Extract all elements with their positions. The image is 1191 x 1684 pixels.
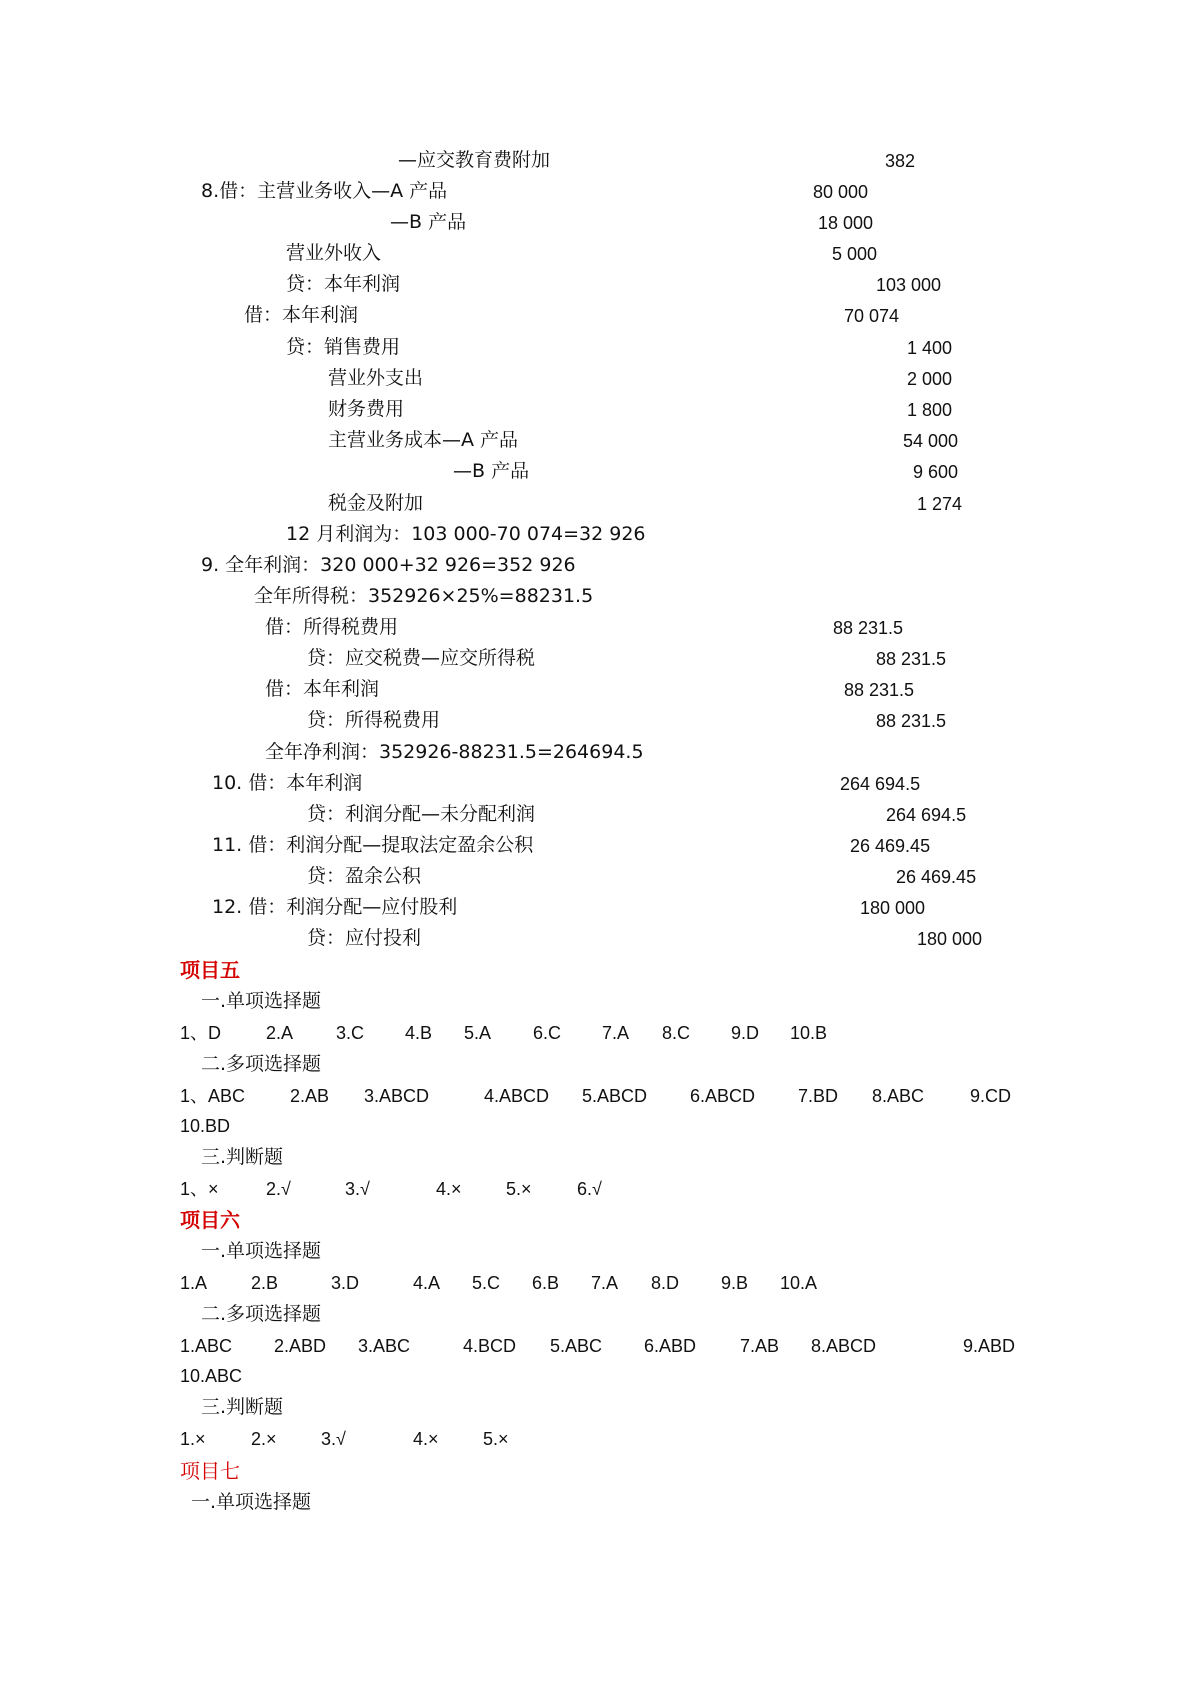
journal-line-6-amount: 70 074 xyxy=(844,306,900,326)
journal-line-23-amount: 26 469.45 xyxy=(850,836,931,856)
p6-multi-answer-8: 8.ABCD xyxy=(811,1336,877,1356)
december-profit-line: 12 月利润为：103 000-70 074=32 926 xyxy=(286,523,646,545)
project-six-heading: 项目六 xyxy=(180,1208,240,1232)
p5-multi-answer-5: 5.ABCD xyxy=(582,1086,648,1106)
p5-multi-answer-10: 10.BD xyxy=(180,1116,231,1136)
p5-single-answer-4: 4.B xyxy=(405,1023,433,1043)
p6-judge-answer-5: 5.× xyxy=(483,1429,509,1449)
journal-line-5-text: 贷：本年利润 xyxy=(286,273,401,295)
p5-single-answer-5: 5.A xyxy=(464,1023,492,1043)
project-seven-heading: 项目七 xyxy=(180,1459,240,1483)
journal-line-17-amount: 88 231.5 xyxy=(876,649,947,669)
p5-single-choice-heading: 一.单项选择题 xyxy=(201,990,322,1012)
p5-multi-answer-8: 8.ABC xyxy=(872,1086,925,1106)
journal-line-26-amount: 180 000 xyxy=(917,929,983,949)
journal-line-2-text: 8.借：主营业务收入—A 产品 xyxy=(201,180,448,202)
journal-line-18-amount: 88 231.5 xyxy=(844,680,915,700)
journal-line-7-amount: 1 400 xyxy=(907,338,953,358)
annual-profit-line: 9. 全年利润：320 000+32 926=352 926 xyxy=(201,554,576,576)
p6-multi-answer-6: 6.ABD xyxy=(644,1336,697,1356)
p6-judge-answer-2: 2.× xyxy=(251,1429,277,1449)
p5-judge-answer-4: 4.× xyxy=(436,1179,462,1199)
p5-multi-choice-heading: 二.多项选择题 xyxy=(201,1053,322,1075)
journal-line-26-text: 贷：应付投利 xyxy=(307,927,422,949)
p6-judge-answer-1: 1.× xyxy=(180,1429,206,1449)
p5-single-answer-10: 10.B xyxy=(790,1023,828,1043)
journal-line-22-text: 贷：利润分配—未分配利润 xyxy=(307,803,536,825)
p5-multi-answer-3: 3.ABCD xyxy=(364,1086,430,1106)
journal-line-4-text: 营业外收入 xyxy=(286,242,382,264)
project-five-heading: 项目五 xyxy=(180,958,240,982)
journal-line-10-text: 主营业务成本—A 产品 xyxy=(328,429,519,451)
p5-multi-answer-2: 2.AB xyxy=(290,1086,330,1106)
p7-single-choice-heading: 一.单项选择题 xyxy=(191,1491,312,1513)
p5-single-answer-1: 1、D xyxy=(180,1023,222,1043)
p6-single-answer-2: 2.B xyxy=(251,1273,279,1293)
p6-judge-answer-4: 4.× xyxy=(413,1429,439,1449)
journal-line-23-text: 11. 借：利润分配—提取法定盈余公积 xyxy=(212,834,534,856)
p5-multi-answer-6: 6.ABCD xyxy=(690,1086,756,1106)
p6-single-answer-4: 4.A xyxy=(413,1273,441,1293)
journal-line-10-amount: 54 000 xyxy=(903,431,959,451)
journal-line-3-amount: 18 000 xyxy=(818,213,874,233)
p6-judgement-heading: 三.判断题 xyxy=(201,1396,284,1418)
p5-judge-answer-1: 1、× xyxy=(180,1179,219,1199)
p5-single-answer-8: 8.C xyxy=(662,1023,691,1043)
p6-single-answer-3: 3.D xyxy=(331,1273,360,1293)
p5-single-answer-7: 7.A xyxy=(602,1023,630,1043)
p6-multi-answer-7: 7.AB xyxy=(740,1336,780,1356)
journal-line-8-text: 营业外支出 xyxy=(328,367,424,389)
journal-line-11-text: —B 产品 xyxy=(453,460,530,482)
p6-multi-answer-3: 3.ABC xyxy=(358,1336,411,1356)
journal-line-4-amount: 5 000 xyxy=(832,244,878,264)
journal-line-12-amount: 1 274 xyxy=(917,494,963,514)
p6-multi-answer-5: 5.ABC xyxy=(550,1336,603,1356)
journal-line-25-amount: 180 000 xyxy=(860,898,926,918)
journal-line-3-text: —B 产品 xyxy=(390,211,467,233)
p5-judge-answer-3: 3.√ xyxy=(345,1179,370,1199)
journal-line-24-amount: 26 469.45 xyxy=(896,867,977,887)
journal-line-21-amount: 264 694.5 xyxy=(840,774,921,794)
p6-single-answer-10: 10.A xyxy=(780,1273,818,1293)
journal-line-12-text: 税金及附加 xyxy=(328,492,424,514)
p6-single-answer-1: 1.A xyxy=(180,1273,208,1293)
p5-judge-answer-2: 2.√ xyxy=(266,1179,291,1199)
journal-line-24-text: 贷：盈余公积 xyxy=(307,865,422,887)
journal-line-2-amount: 80 000 xyxy=(813,182,869,202)
p6-single-answer-5: 5.C xyxy=(472,1273,501,1293)
journal-line-7-text: 贷：销售费用 xyxy=(286,336,401,358)
p5-judge-answer-6: 6.√ xyxy=(577,1179,602,1199)
journal-line-5-amount: 103 000 xyxy=(876,275,942,295)
journal-line-16-amount: 88 231.5 xyxy=(833,618,904,638)
p6-single-answer-8: 8.D xyxy=(651,1273,680,1293)
p6-multi-answer-4: 4.BCD xyxy=(463,1336,517,1356)
p5-multi-answer-7: 7.BD xyxy=(798,1086,839,1106)
journal-line-18-text: 借：本年利润 xyxy=(265,678,380,700)
p6-single-answer-7: 7.A xyxy=(591,1273,619,1293)
p5-single-answer-2: 2.A xyxy=(266,1023,294,1043)
annual-tax-line: 全年所得税：352926×25%=88231.5 xyxy=(254,585,594,607)
journal-line-1-text: —应交教育费附加 xyxy=(398,149,551,171)
annual-net-profit-line: 全年净利润：352926-88231.5=264694.5 xyxy=(265,741,644,763)
journal-line-9-amount: 1 800 xyxy=(907,400,953,420)
journal-line-11-amount: 9 600 xyxy=(913,462,959,482)
p5-single-answer-3: 3.C xyxy=(336,1023,365,1043)
journal-line-17-text: 贷：应交税费—应交所得税 xyxy=(307,647,536,669)
p6-multi-answer-9: 9.ABD xyxy=(963,1336,1016,1356)
journal-line-19-amount: 88 231.5 xyxy=(876,711,947,731)
journal-line-1-amount: 382 xyxy=(885,151,916,171)
p6-single-choice-heading: 一.单项选择题 xyxy=(201,1240,322,1262)
journal-line-25-text: 12. 借：利润分配—应付股利 xyxy=(212,896,458,918)
p5-judgement-heading: 三.判断题 xyxy=(201,1146,284,1168)
p6-judge-answer-3: 3.√ xyxy=(321,1429,346,1449)
p6-multi-answer-1: 1.ABC xyxy=(180,1336,233,1356)
p5-multi-answer-1: 1、ABC xyxy=(180,1086,246,1106)
p5-judge-answer-5: 5.× xyxy=(506,1179,532,1199)
p5-single-answer-9: 9.D xyxy=(731,1023,760,1043)
journal-line-16-text: 借：所得税费用 xyxy=(265,616,399,638)
p5-multi-answer-4: 4.ABCD xyxy=(484,1086,550,1106)
journal-line-9-text: 财务费用 xyxy=(328,398,405,420)
p6-multi-answer-2: 2.ABD xyxy=(274,1336,327,1356)
p6-multi-choice-heading: 二.多项选择题 xyxy=(201,1303,322,1325)
journal-line-21-text: 10. 借：本年利润 xyxy=(212,772,363,794)
journal-line-19-text: 贷：所得税费用 xyxy=(307,709,441,731)
journal-line-22-amount: 264 694.5 xyxy=(886,805,967,825)
p6-single-answer-9: 9.B xyxy=(721,1273,749,1293)
p5-single-answer-6: 6.C xyxy=(533,1023,562,1043)
journal-line-8-amount: 2 000 xyxy=(907,369,953,389)
p5-multi-answer-9: 9.CD xyxy=(970,1086,1012,1106)
p6-single-answer-6: 6.B xyxy=(532,1273,560,1293)
p6-multi-answer-10: 10.ABC xyxy=(180,1366,243,1386)
journal-line-6-text: 借：本年利润 xyxy=(244,304,359,326)
